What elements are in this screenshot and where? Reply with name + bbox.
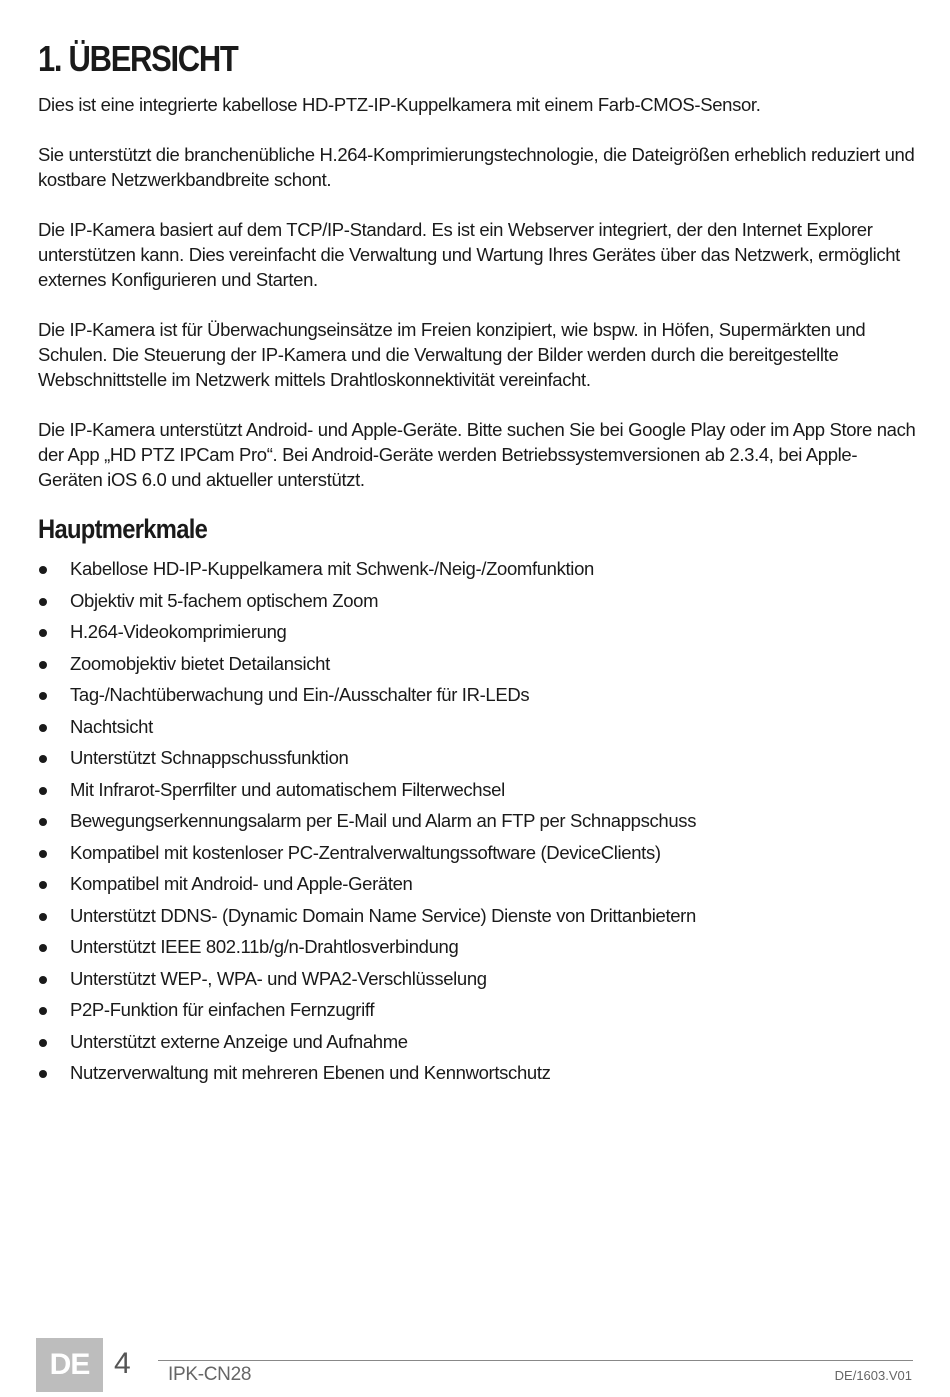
footer-divider — [158, 1360, 913, 1361]
feature-text: Nachtsicht — [70, 715, 153, 737]
list-item — [38, 934, 918, 966]
feature-text: H.264-Videokomprimierung — [70, 621, 287, 642]
bullet-icon — [39, 598, 47, 606]
bullet-icon — [39, 1007, 47, 1015]
intro-paragraph: Dies ist eine integrierte kabellose HD-PTZ-IP-Kuppelkamera mit einem Farb-CMOS-Sensor. — [38, 94, 761, 115]
feature-text: Unterstützt externe Anzeige und Aufnahme — [70, 1030, 408, 1052]
list-item — [38, 903, 918, 935]
feature-text: Mit Infrarot-Sperrfilter und automatischem Filterwechsel — [70, 778, 505, 800]
document-version: DE/1603.V01 — [834, 1368, 912, 1383]
feature-text: Tag-/Nachtüberwachung und Ein-/Ausschalter für IR-LEDs — [70, 684, 530, 705]
feature-text: Unterstützt Schnappschussfunktion — [70, 747, 349, 768]
bullet-icon — [39, 881, 47, 889]
language-badge — [36, 1338, 103, 1392]
feature-text: Bewegungserkennungsalarm per E-Mail und Alarm an FTP per Schnappschuss — [70, 810, 697, 831]
list-item — [38, 1029, 918, 1061]
bullet-icon — [39, 629, 47, 637]
bullet-icon — [39, 944, 47, 952]
intro-text — [38, 92, 918, 517]
feature-text: Kompatibel mit Android- und Apple-Geräten — [70, 873, 413, 894]
bullet-icon — [39, 1070, 47, 1078]
bullet-icon — [39, 976, 47, 984]
feature-text: Zoomobjektiv bietet Detailansicht — [70, 652, 330, 674]
feature-text: Kabellose HD-IP-Kuppelkamera mit Schwenk-/Neig-/Zoomfunktion — [70, 558, 594, 579]
bullet-icon — [39, 913, 47, 921]
bullet-icon — [39, 661, 47, 669]
list-item — [38, 682, 918, 714]
bullet-icon — [39, 724, 47, 732]
intro-paragraph: Die IP-Kamera ist für Überwachungseinsätze im Freien konzipiert, wie bspw. in Höfen, Supermärkten und Schulen. Die Steuerung der IP-Kamera und die Verwaltung der Bilder werden durch die bereitgestellte Webschnittstelle im Netzwerk mittels Drahtloskonnektivität vereinfacht. — [38, 319, 866, 390]
list-item — [38, 1060, 918, 1092]
section-heading: 1. ÜBERSICHT — [38, 38, 238, 79]
features-heading: Hauptmerkmale — [38, 514, 208, 544]
feature-text: Unterstützt WEP-, WPA- und WPA2-Verschlüsselung — [70, 967, 487, 989]
list-item — [38, 714, 918, 746]
list-item — [38, 651, 918, 683]
bullet-icon — [39, 755, 47, 763]
bullet-icon — [39, 692, 47, 700]
feature-text: Objektiv mit 5-fachem optischem Zoom — [70, 589, 379, 611]
bullet-icon — [39, 850, 47, 858]
intro-paragraph: Sie unterstützt die branchenübliche H.264-Komprimierungstechnologie, die Dateigrößen erheblich reduziert und kostbare Netzwerkbandbreite schont. — [38, 144, 915, 190]
bullet-icon — [39, 566, 47, 574]
intro-paragraph: Die IP-Kamera basiert auf dem TCP/IP-Standard. Es ist ein Webserver integriert, der den Internet Explorer unterstützen kann. Dies vereinfacht die Verwaltung und Wartung Ihres Gerätes über das Netzwerk, ermöglicht externes Konfigurieren und Starten. — [38, 219, 900, 290]
list-item — [38, 588, 918, 620]
feature-text: Kompatibel mit kostenloser PC-Zentralverwaltungssoftware (DeviceClients) — [70, 841, 661, 863]
bullet-icon — [39, 787, 47, 795]
list-item — [38, 966, 918, 998]
features-list — [38, 556, 918, 1092]
intro-paragraph: Die IP-Kamera unterstützt Android- und Apple-Geräte. Bitte suchen Sie bei Google Play oder im App Store nach der App „HD PTZ IPCam Pro“. Bei Android-Geräte werden Betriebssystemversionen ab 2.3.4, bei Apple-Geräten iOS 6.0 und aktueller unterstützt. — [38, 419, 916, 490]
list-item — [38, 619, 918, 651]
list-item — [38, 840, 918, 872]
bullet-icon — [39, 818, 47, 826]
model-name: IPK-CN28 — [168, 1364, 252, 1385]
list-item — [38, 745, 918, 777]
bullet-icon — [39, 1039, 47, 1047]
list-item — [38, 777, 918, 809]
list-item — [38, 808, 918, 840]
list-item — [38, 871, 918, 903]
page-number: 4 — [114, 1347, 131, 1380]
feature-text: Nutzerverwaltung mit mehreren Ebenen und Kennwortschutz — [70, 1062, 551, 1083]
feature-text: Unterstützt DDNS- (Dynamic Domain Name Service) Dienste von Drittanbietern — [70, 904, 696, 926]
feature-text: Unterstützt IEEE 802.11b/g/n-Drahtlosverbindung — [70, 936, 459, 957]
language-label: DE — [49, 1348, 90, 1381]
feature-text: P2P-Funktion für einfachen Fernzugriff — [70, 999, 375, 1020]
list-item — [38, 556, 918, 588]
list-item — [38, 997, 918, 1029]
